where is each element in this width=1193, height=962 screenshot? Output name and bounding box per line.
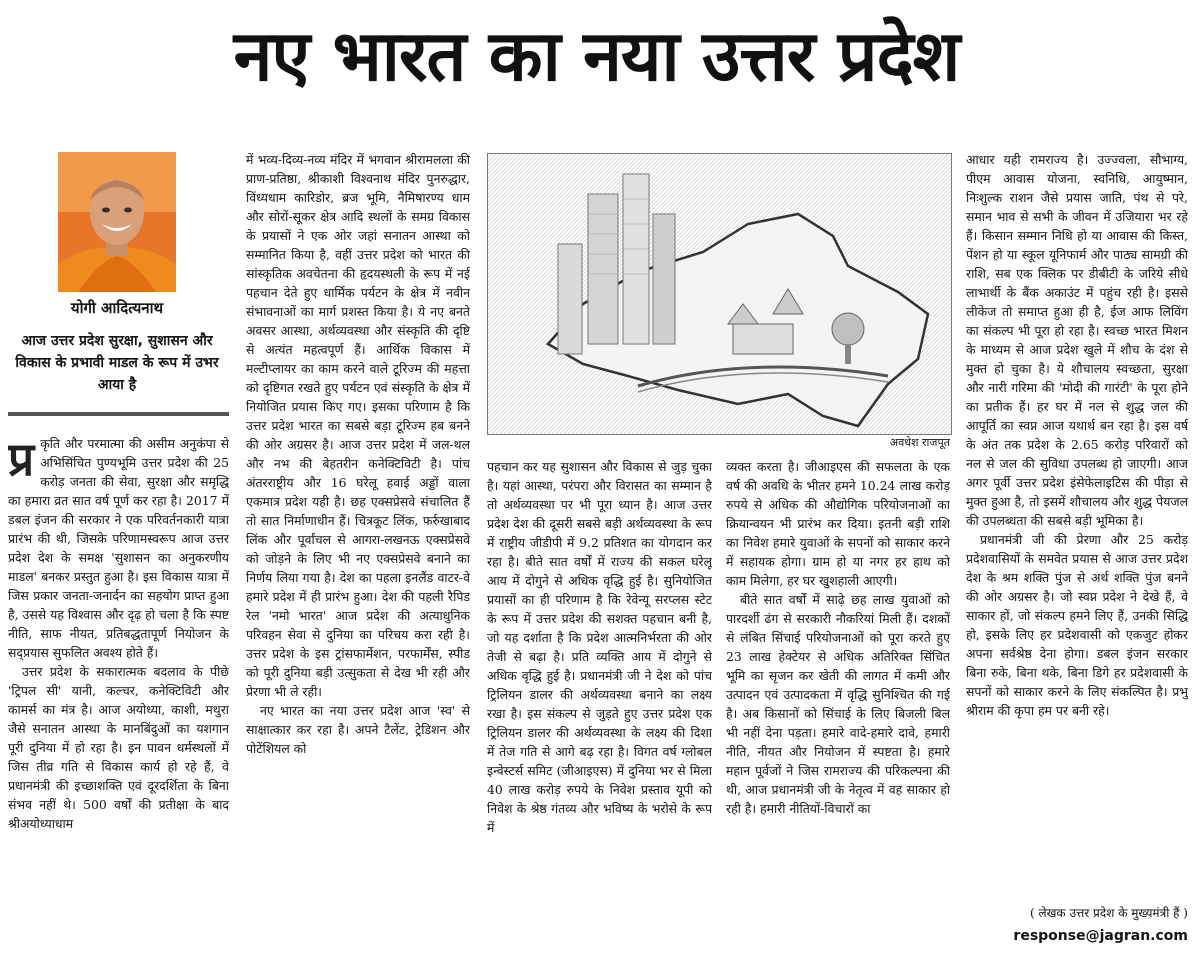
response-email[interactable]: response@jagran.com xyxy=(1013,928,1188,944)
paragraph: आधार यही रामराज्य है। उज्ज्वला, सौभाग्य, पीएम आवास योजना, स्वनिधि, आयुष्मान, निःशुल्क राशन जैसे प्रयास जाति, पंथ से परे, समान भाव से सभी के जीवन में उजियारा भर रहे हैं। किसान सम्मान निधि हो या आवास की किस्त, पेंशन हो या स्कूल यूनिफार्म और पाठ्य सामग्री की राशि, सब एक क्लिक पर डीबीटी के जरिये सीधे लाभार्थी के बैंक अकाउंट में पहुंच रही है। इससे लीकेज तो समाप्त हुआ ही है, ईज आफ लिविंग का संकल्प भी पूरा हो रहा है। स्वच्छ भारत मिशन के माध्यम से आज प्रदेश खुले में शौच के दंश से मुक्त हो चुका है। ये शौचालय स्वच्छता, सुरक्षा और नारी गरिमा की 'मोदी की गारंटी' के पूरा होने का प्रतीक हैं। हर घर में नल से शुद्ध जल की आपूर्ति का स्वप्न आज यथार्थ बन रहा है। इस वर्ष के अंत तक प्रदेश के 2.65 करोड़ परिवारों को नल से जल की सुविधा उपलब्ध हो जाएगी। आज अगर पूर्वी उत्तर प्रदेश इंसेफेलाइटिस की पीड़ा से मुक्त हुआ है, तो इसमें शौचालय और शुद्ध पेयजल की उपलब्धता की सबसे बड़ी भूमिका है। xyxy=(966,152,1188,528)
article-column-5 xyxy=(966,150,1188,902)
article-column-1 xyxy=(8,434,229,954)
paragraph: प्रधानमंत्री जी की प्रेरणा और 25 करोड़ प्रदेशवासियों के समवेत प्रयास से आज उत्तर प्रदेश देश के श्रम शक्ति पुंज से अर्थ शक्ति पुंज बनने की ओर अग्रसर है। जो स्वप्न प्रदेश ने देखे हैं, वे साकार हों, जो संकल्प हमने लिए हैं, उनकी सिद्धि हो, इसके लिए हर प्रदेशवासी को एकजुट होकर अपना सर्वश्रेष्ठ देना होगा। डबल इंजन सरकार बिना रुके, बिना थके, बिना डिगे हर प्रदेशवासी के सपनों को साकार करने के लिए संकल्पित है। प्रभु श्रीराम की कृपा हम पर बनी रहे। xyxy=(966,532,1188,718)
author-description: आज उत्तर प्रदेश सुरक्षा, सुशासन और विकास के प्रभावी माडल के रूप में उभर आया है xyxy=(15,333,219,393)
drop-cap: प्र xyxy=(8,434,35,486)
author-photo xyxy=(58,152,176,292)
author-note: ( लेखक उत्तर प्रदेश के मुख्यमंत्री हैं ) xyxy=(1029,906,1188,920)
headline: नए भारत का नया उत्तर प्रदेश xyxy=(233,15,960,97)
paragraph: उत्तर प्रदेश के सकारात्मक बदलाव के पीछे 'ट्रिपल सी' यानी, कल्चर, कनेक्टिविटी और कामर्स का मंत्र है। आज अयोध्या, काशी, मथुरा जैसे सनातन आस्था के मानबिंदुओं का यशगान पूरी दुनिया में हो रहा है। इन पावन धर्मस्थलों में जिस तीव्र गति से विकास कार्य हो रहे हैं, वे प्रधानमंत्री की इच्छाशक्ति एवं दूरदर्शिता के बिना संभव नहीं थे। 500 वर्षों की प्रतीक्षा के बाद श्रीअयोध्याधाम xyxy=(8,664,229,831)
paragraph: में भव्य-दिव्य-नव्य मंदिर में भगवान श्रीरामलला की प्राण-प्रतिष्ठा, श्रीकाशी विश्वनाथ मंदिर पुनरुद्धार, विंध्यधाम कारिडोर, ब्रज भूमि, नैमिषारण्य धाम और सोरों-सूकर क्षेत्र आदि स्थलों के समग्र विकास के प्रयासों ने एक ओर जहां सनातन आस्था को सम्मानित किया है, वहीं उत्तर प्रदेश को भारत की सांस्कृतिक अवचेतना की हृदयस्थली के रूप में नई पहचान देते हुए धार्मिक पर्यटन के क्षेत्र में नवीन संभावनाओं का मार्ग प्रशस्त किया है। ये नए बनते अवसर आस्था, अर्थव्यवस्था और संस्कृति की दृष्टि से अत्यंत महत्वपूर्ण हैं। आर्थिक विकास में मल्टीप्लायर का काम करने वाले टूरिज्म की महत्ता को दृष्टिगत रखते हुए पर्यटन एवं संस्कृति के क्षेत्र में नियोजित प्रयास किए गए। इसका परिणाम है कि उत्तर प्रदेश भारत का सबसे बड़ा टूरिज्म हब बनने की ओर अग्रसर है। आज उत्तर प्रदेश में जल-थल और नभ की बेहतरीन कनेक्टिविटी है। पांच अंतरराष्ट्रीय और 16 घरेलू हवाई अड्डों वाला एकमात्र प्रदेश यही है। छह एक्सप्रेसवे संचालित हैं तो सात निर्माणाधीन हैं। चित्रकूट लिंक, फर्रुखाबाद लिंक और पूर्वांचल से आगरा-लखनऊ एक्सप्रेसवे को जोड़ने के लिए भी नए एक्सप्रेसवे बनाने का निर्णय लिया गया है। देश का पहला इनलैंड वाटर-वे हमारे प्रदेश में ही प्रारंभ हुआ। देश की पहली रैपिड रेल 'नमो भारत' आज प्रदेश की अत्याधुनिक परिवहन सेवा से दुनिया का परिचय करा रही है। उत्तर प्रदेश के इस ट्रांसफार्मेशन, परफार्मेंस, स्पीड को पूरी दुनिया बड़ी उत्सुकता से देख भी रही और प्रेरणा भी ले रही। xyxy=(246,152,470,699)
uttar-pradesh-map-illustration xyxy=(487,153,952,435)
paragraph: पहचान कर यह सुशासन और विकास से जुड़ चुका है। यहां आस्था, परंपरा और विरासत का सम्मान है तो अर्थव्यवस्था पर भी पूरा ध्यान है। आज उत्तर प्रदेश देश की दूसरी सबसे बड़ी अर्थव्यवस्था के रूप में राष्ट्रीय जीडीपी में 9.2 प्रतिशत का योगदान कर रहा है। बीते सात वर्षों में राज्य की सकल घरेलू आय में दोगुने से अधिक वृद्धि हुई है। सुनियोजित प्रयासों का ही परिणाम है कि रेवेन्यू सरप्लस स्टेट के रूप में उत्तर प्रदेश की सशक्त पहचान बनी है, जो यह दर्शाता है कि प्रदेश आत्मनिर्भरता की ओर तेजी से बढ़ा है। प्रति व्यक्ति आय में दोगुने से अधिक वृद्धि हुई है। प्रधानमंत्री जी ने देश को पांच ट्रिलियन डालर की अर्थव्यवस्था बनाने का लक्ष्य रखा है। इस संकल्प से जुड़ते हुए उत्तर प्रदेश एक ट्रिलियन डालर की अर्थव्यवस्था के लक्ष्य की दिशा में तेज गति से आगे बढ़ रहा है। विगत वर्ष ग्लोबल इन्वेस्टर्स समिट (जीआइएस) में दुनिया भर से मिला 40 लाख करोड़ रुपये के निवेश प्रस्ताव यूपी को निवेश के श्रेष्ठ गंतव्य और भविष्य के भरोसे के रूप में xyxy=(487,459,712,835)
article-column-3 xyxy=(487,457,712,954)
author-name: योगी आदित्यनाथ xyxy=(70,299,164,317)
paragraph: कृति और परमात्मा की असीम अनुकंपा से अभिसिंचित पुण्यभूमि उत्तर प्रदेश की 25 करोड़ जनता की सेवा, सुरक्षा और समृद्धि का हमारा व्रत सात वर्ष पूर्ण कर रहा है। 2017 में डबल इंजन की सरकार ने एक परिवर्तनकारी यात्रा प्रारंभ की थी, जिसके परिणामस्वरूप आज उत्तर प्रदेश देश के समक्ष 'सुशासन का अनुकरणीय माडल' बनकर प्रस्तुत हुआ है। इस विकास यात्रा में जिस प्रकार जनता-जनार्दन का सहयोग प्राप्त हुआ है, उससे यह विश्वास और दृढ़ हो चला है कि स्पष्ट नीति, साफ नीयत, प्रतिबद्धतापूर्ण नियोजन के सद्प्रयास सुफलित अवश्य होते हैं। xyxy=(8,436,229,660)
article-column-2 xyxy=(246,150,470,954)
paragraph: व्यक्त करता है। जीआइएस की सफलता के एक वर्ष की अवधि के भीतर हमने 10.24 लाख करोड़ रुपये से अधिक की औद्योगिक परियोजनाओं का क्रियान्वयन भी प्रारंभ कर दिया। इतनी बड़ी राशि का निवेश हमारे युवाओं के सपनों को साकार करने में सहायक होगा। ग्राम हो या नगर हर हाथ को काम मिलेगा, हर घर खुशहाली आएगी। xyxy=(726,459,950,588)
paragraph: बीते सात वर्षों में साढ़े छह लाख युवाओं को पारदर्शी ढंग से सरकारी नौकरियां मिली हैं। दशकों से लंबित सिंचाई परियोजनाओं को पूरा करते हुए 23 लाख हेक्टेयर से अधिक अतिरिक्त सिंचित भूमि का सृजन कर खेती की लागत में कमी और उत्पादन एवं उत्पादकता में वृद्धि सुनिश्चित की गई है। अब किसानों को सिंचाई के लिए बिजली बिल भी नहीं देना पड़ता। हमारे वादे-हमारे दावे, हमारी नीति, नीयत और नियोजन में स्पष्टता है। हमारे महान पूर्वजों ने जिस रामराज्य की परिकल्पना की थी, आज प्रधानमंत्री जी के नेतृत्व में वह साकार हो रही है। हमारी नीतियों-विचारों का xyxy=(726,592,950,816)
paragraph: नए भारत का नया उत्तर प्रदेश आज 'स्व' से साक्षात्कार कर रहा है। अपने टैलेंट, ट्रेडिशन और पोटेंशियल को xyxy=(246,703,470,756)
article-column-4 xyxy=(726,457,950,954)
section-divider xyxy=(8,412,229,416)
illustration-credit: अवधेश राजपूत xyxy=(889,436,950,449)
